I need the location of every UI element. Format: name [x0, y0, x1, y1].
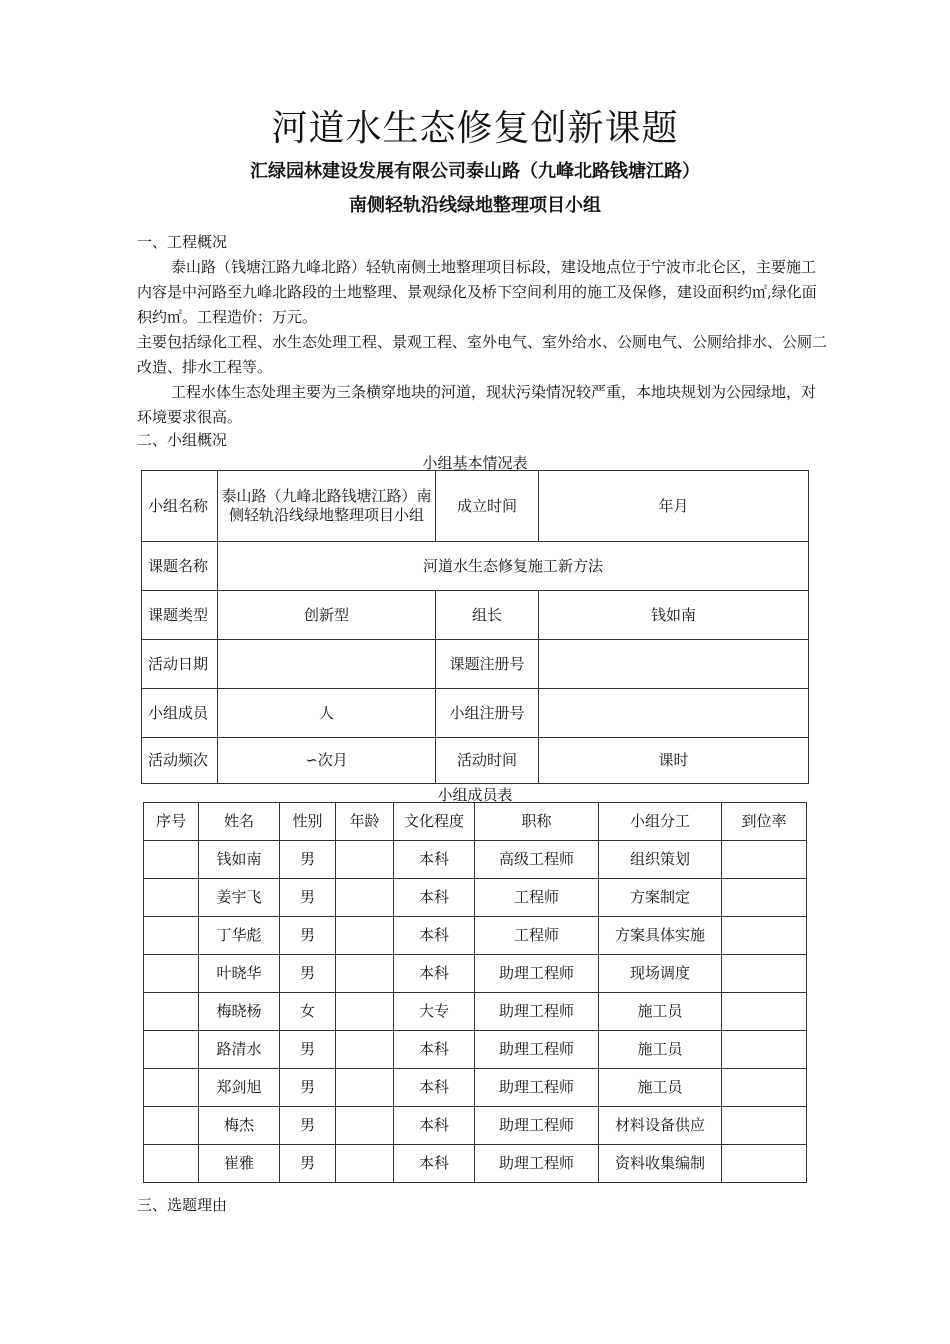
- cell-name: 路清水: [199, 1031, 280, 1069]
- cell-name: 叶晓华: [199, 955, 280, 993]
- cell-seq: [144, 1069, 199, 1107]
- cell-gender: 男: [280, 955, 336, 993]
- cell-role: 资料收集编制: [599, 1145, 722, 1183]
- table-row: [144, 841, 807, 879]
- leader-label: 组长: [436, 591, 539, 640]
- section1-heading: 一、工程概况: [137, 233, 228, 251]
- topic-reg-label: 课题注册号: [436, 640, 539, 689]
- cell-role: 方案制定: [599, 879, 722, 917]
- table-row: [144, 1031, 807, 1069]
- cell-attendance: [722, 879, 807, 917]
- activity-date-value: [218, 640, 436, 689]
- cell-age: 年龄: [336, 803, 394, 841]
- cell-education: 本科: [394, 879, 475, 917]
- cell-age: [336, 1145, 394, 1183]
- cell-role: 施工员: [599, 993, 722, 1031]
- cell-education: 本科: [394, 917, 475, 955]
- cell-attendance: [722, 1069, 807, 1107]
- cell-title: 助理工程师: [475, 1145, 599, 1183]
- info-table-caption: 小组基本情况表: [422, 454, 528, 472]
- cell-gender: 男: [280, 917, 336, 955]
- cell-name: 丁华彪: [199, 917, 280, 955]
- cell-age: [336, 955, 394, 993]
- document-subtitle-line2: 南侧轻轨沿线绿地整理项目小组: [349, 195, 601, 216]
- cell-gender: 男: [280, 879, 336, 917]
- section1-paragraph1: 泰山路（钱塘江路九峰北路）轻轨南侧土地整理项目标段，建设地点位于宁波市北仑区，主要施工内容是中河路至九峰北路段的土地整理、景观绿化及桥下空间利用的施工及保修，建设面积约㎡,绿化面积约㎡。工程造价：万元。: [137, 258, 817, 326]
- cell-title: 工程师: [475, 917, 599, 955]
- established-value: 年月: [539, 471, 809, 542]
- topic-type-value: 创新型: [218, 591, 436, 640]
- frequency-value: ∽次月: [218, 738, 436, 784]
- topic-type-label: 课题类型: [142, 591, 218, 640]
- cell-title: 助理工程师: [475, 1107, 599, 1145]
- cell-seq: [144, 1145, 199, 1183]
- cell-seq: [144, 879, 199, 917]
- topic-name-value: 河道水生态修复施工新方法: [218, 542, 809, 591]
- cell-name: 姓名: [199, 803, 280, 841]
- cell-seq: [144, 841, 199, 879]
- cell-role: 施工员: [599, 1069, 722, 1107]
- activity-time-value: 课时: [539, 738, 809, 784]
- cell-role: 小组分工: [599, 803, 722, 841]
- cell-age: [336, 993, 394, 1031]
- cell-attendance: [722, 917, 807, 955]
- established-label: 成立时间: [436, 471, 539, 542]
- cell-title: 助理工程师: [475, 1069, 599, 1107]
- cell-attendance: [722, 1145, 807, 1183]
- frequency-label: 活动频次: [142, 738, 218, 784]
- section3-heading: 三、选题理由: [137, 1196, 228, 1214]
- section1-paragraph3: 工程水体生态处理主要为三条横穿地块的河道，现状污染情况较严重，本地块规划为公园绿地，对环境要求很高。: [137, 383, 817, 426]
- cell-seq: [144, 955, 199, 993]
- cell-attendance: 到位率: [722, 803, 807, 841]
- leader-value: 钱如南: [539, 591, 809, 640]
- cell-seq: [144, 917, 199, 955]
- group-reg-value: [539, 689, 809, 738]
- cell-age: [336, 879, 394, 917]
- cell-education: 本科: [394, 841, 475, 879]
- cell-attendance: [722, 993, 807, 1031]
- cell-age: [336, 917, 394, 955]
- cell-title: 职称: [475, 803, 599, 841]
- cell-role: 组织策划: [599, 841, 722, 879]
- table-row: [144, 955, 807, 993]
- table-row: [144, 1107, 807, 1145]
- table-row: [144, 993, 807, 1031]
- cell-title: 助理工程师: [475, 993, 599, 1031]
- cell-title: 助理工程师: [475, 1031, 599, 1069]
- group-name-value: 泰山路（九峰北路钱塘江路）南侧轻轨沿线绿地整理项目小组: [218, 471, 436, 542]
- cell-attendance: [722, 841, 807, 879]
- member-table: [143, 802, 807, 1183]
- document-title: 河道水生态修复创新课题: [271, 108, 679, 149]
- cell-gender: 男: [280, 841, 336, 879]
- group-reg-label: 小组注册号: [436, 689, 539, 738]
- header-row: [144, 803, 807, 841]
- cell-gender: 男: [280, 1145, 336, 1183]
- cell-name: 钱如南: [199, 841, 280, 879]
- cell-name: 姜宇飞: [199, 879, 280, 917]
- cell-name: 梅杰: [199, 1107, 280, 1145]
- cell-seq: [144, 993, 199, 1031]
- cell-title: 工程师: [475, 879, 599, 917]
- cell-seq: [144, 1107, 199, 1145]
- cell-gender: 女: [280, 993, 336, 1031]
- group-info-table: [141, 470, 809, 784]
- cell-attendance: [722, 1031, 807, 1069]
- cell-gender: 性别: [280, 803, 336, 841]
- table-row: [144, 1145, 807, 1183]
- cell-name: 梅晓杨: [199, 993, 280, 1031]
- table-row: [144, 917, 807, 955]
- activity-date-label: 活动日期: [142, 640, 218, 689]
- cell-role: 材料设备供应: [599, 1107, 722, 1145]
- activity-time-label: 活动时间: [436, 738, 539, 784]
- cell-gender: 男: [280, 1107, 336, 1145]
- member-table-caption: 小组成员表: [437, 786, 513, 804]
- topic-reg-value: [539, 640, 809, 689]
- cell-education: 本科: [394, 1031, 475, 1069]
- cell-education: 文化程度: [394, 803, 475, 841]
- cell-seq: [144, 1031, 199, 1069]
- members-value: 人: [218, 689, 436, 738]
- cell-education: 本科: [394, 1107, 475, 1145]
- cell-education: 大专: [394, 993, 475, 1031]
- document-subtitle-line1: 汇绿园林建设发展有限公司泰山路（九峰北路钱塘江路）: [250, 161, 700, 182]
- cell-age: [336, 1107, 394, 1145]
- cell-attendance: [722, 1107, 807, 1145]
- cell-gender: 男: [280, 1069, 336, 1107]
- member-table-body: [144, 803, 807, 1183]
- cell-title: 高级工程师: [475, 841, 599, 879]
- cell-role: 施工员: [599, 1031, 722, 1069]
- table-row: [144, 1069, 807, 1107]
- cell-age: [336, 1031, 394, 1069]
- topic-name-label: 课题名称: [142, 542, 218, 591]
- cell-attendance: [722, 955, 807, 993]
- section1-paragraph2: 主要包括绿化工程、水生态处理工程、景观工程、室外电气、室外给水、公厕电气、公厕给排水、公厕二改造、排水工程等。: [137, 333, 828, 376]
- section2-heading: 二、小组概况: [137, 431, 228, 449]
- table-row: [144, 879, 807, 917]
- cell-name: 郑剑旭: [199, 1069, 280, 1107]
- group-name-label: 小组名称: [142, 471, 218, 542]
- cell-role: 现场调度: [599, 955, 722, 993]
- cell-education: 本科: [394, 1069, 475, 1107]
- cell-education: 本科: [394, 955, 475, 993]
- cell-age: [336, 1069, 394, 1107]
- cell-age: [336, 841, 394, 879]
- cell-name: 崔雅: [199, 1145, 280, 1183]
- cell-seq: 序号: [144, 803, 199, 841]
- cell-gender: 男: [280, 1031, 336, 1069]
- cell-role: 方案具体实施: [599, 917, 722, 955]
- cell-education: 本科: [394, 1145, 475, 1183]
- cell-title: 助理工程师: [475, 955, 599, 993]
- members-label: 小组成员: [142, 689, 218, 738]
